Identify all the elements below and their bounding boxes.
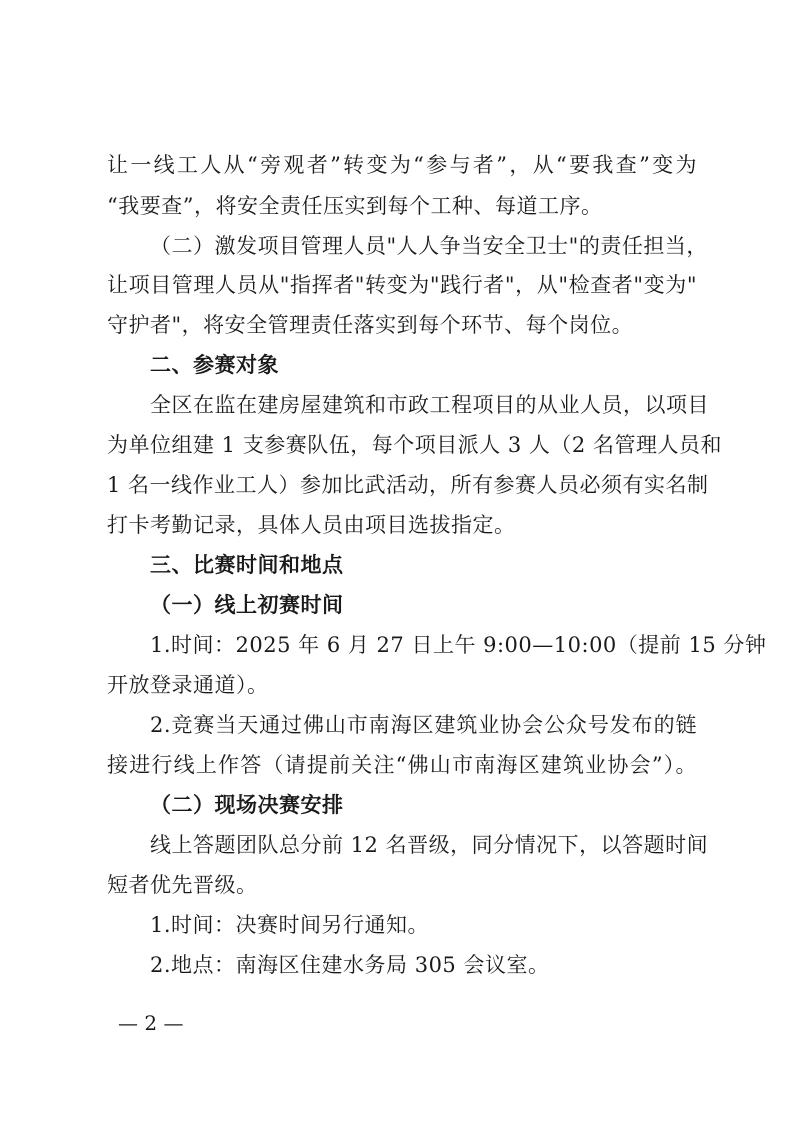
body-paragraph-line: 1.时间：决赛时间另行通知。 <box>150 913 430 937</box>
subsection-heading: （一）线上初赛时间 <box>150 593 344 617</box>
body-paragraph-line: 1 名一线作业工人）参加比武活动，所有参赛人员必须有实名制 <box>107 473 709 497</box>
body-paragraph-line: 接进行线上作答（请提前关注“佛山市南海区建筑业协会”）。 <box>107 753 697 777</box>
body-paragraph-line: 为单位组建 1 支参赛队伍，每个项目派人 3 人（2 名管理人员和 <box>107 433 722 457</box>
body-paragraph-line: 线上答题团队总分前 12 名晋级，同分情况下，以答题时间 <box>150 833 709 857</box>
section-heading: 二、参赛对象 <box>150 353 279 377</box>
body-paragraph-line: 开放登录通道）。 <box>107 673 269 697</box>
body-paragraph-line: 2.地点：南海区住建水务局 305 会议室。 <box>150 953 550 977</box>
body-paragraph-line: 2.竞赛当天通过佛山市南海区建筑业协会公众号发布的链 <box>150 713 697 737</box>
section-heading: 三、比赛时间和地点 <box>150 553 344 577</box>
page-number: — 2 — <box>118 1011 184 1035</box>
body-paragraph-line: 打卡考勤记录，具体人员由项目选拔指定。 <box>107 513 516 537</box>
body-paragraph-line: 1.时间：2025 年 6 月 27 日上午 9:00—10:00（提前 15 分钟 <box>150 633 767 657</box>
body-paragraph-line: “我要查”，将安全责任压实到每个工种、每道工序。 <box>107 194 603 218</box>
body-paragraph-line: 短者优先晋级。 <box>107 873 258 897</box>
subsection-heading: （二）现场决赛安排 <box>150 793 344 817</box>
body-paragraph-line: 守护者"，将安全管理责任落实到每个环节、每个岗位。 <box>107 313 634 337</box>
body-paragraph-line: 让一线工人从“旁观者”转变为“参与者”，从“要我查”变为 <box>107 153 697 177</box>
body-paragraph-line: （二）激发项目管理人员"人人争当安全卫士"的责任担当， <box>150 234 708 258</box>
body-paragraph-line: 全区在监在建房屋建筑和市政工程项目的从业人员，以项目 <box>150 393 709 417</box>
body-paragraph-line: 让项目管理人员从"指挥者"转变为"践行者"，从"检查者"变为" <box>107 273 697 297</box>
